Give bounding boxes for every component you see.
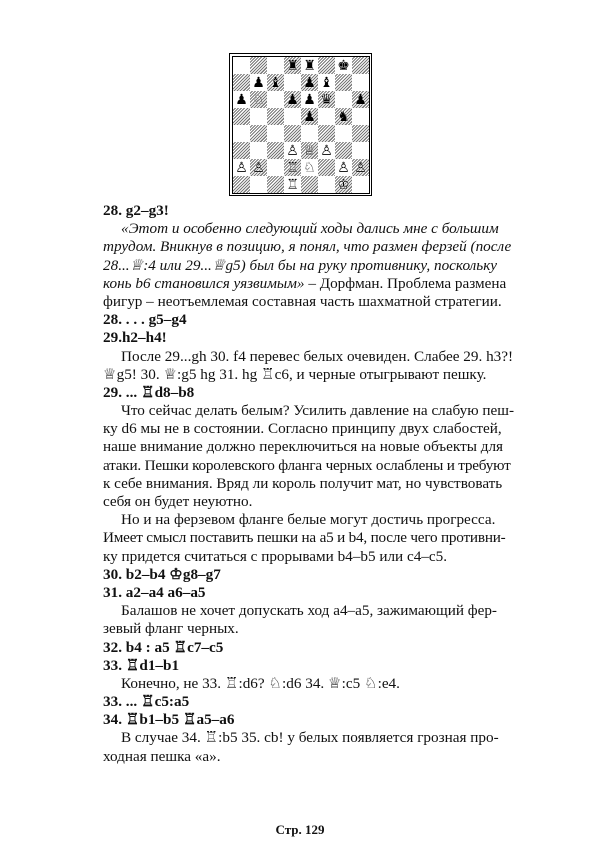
text-line: В случае 34. ♖:b5 35. cb! у белых появляется грозная про- bbox=[121, 729, 499, 747]
board-square bbox=[250, 57, 267, 74]
text-line: Но и на ферзевом фланге белые могут достичь прогресса. bbox=[121, 511, 496, 529]
board-square bbox=[233, 57, 250, 74]
board-square bbox=[301, 142, 318, 159]
board-square bbox=[301, 91, 318, 108]
board-square bbox=[250, 108, 267, 125]
board-square bbox=[335, 74, 352, 91]
board-square bbox=[318, 142, 335, 159]
board-square bbox=[335, 176, 352, 193]
chess-piece: ♘ bbox=[303, 159, 316, 176]
board-square bbox=[318, 108, 335, 125]
chess-piece: ♜ bbox=[286, 57, 299, 74]
chess-piece: ♝ bbox=[269, 74, 282, 91]
board-square bbox=[335, 91, 352, 108]
move-heading: 28. g2–g3! bbox=[103, 202, 169, 219]
chess-piece: ♖ bbox=[286, 159, 299, 176]
board-square bbox=[301, 57, 318, 74]
board-square bbox=[233, 142, 250, 159]
chess-piece: ♟ bbox=[303, 74, 316, 91]
chess-piece: ♙ bbox=[235, 159, 248, 176]
board-square bbox=[284, 91, 301, 108]
board-square bbox=[233, 159, 250, 176]
board-square bbox=[352, 91, 369, 108]
text-line: себя он будет неуютно. bbox=[103, 493, 253, 510]
chess-piece: ♟ bbox=[252, 74, 265, 91]
chess-diagram bbox=[229, 53, 372, 196]
text-line: ♕g5! 30. ♕:g5 hg 31. hg ♖c6, и черные отыгрывают пешку. bbox=[103, 365, 487, 383]
board-square bbox=[335, 159, 352, 176]
board-square bbox=[267, 108, 284, 125]
board-square bbox=[301, 108, 318, 125]
chess-piece: ♙ bbox=[252, 159, 265, 176]
page-number: Стр. 129 bbox=[275, 822, 325, 837]
book-text bbox=[103, 202, 515, 766]
attribution: – Дорфман. Проблема размена bbox=[304, 274, 507, 292]
chess-piece: ♟ bbox=[303, 108, 316, 125]
board-square bbox=[250, 125, 267, 142]
text-line: Балашов не хочет допускать ход а4–а5, зажимающий фер- bbox=[121, 602, 497, 620]
board-square bbox=[267, 57, 284, 74]
chess-piece: ♖ bbox=[286, 176, 299, 193]
move-heading: 31. a2–a4 a6–a5 bbox=[103, 583, 206, 601]
board-square bbox=[318, 176, 335, 193]
board-square bbox=[284, 57, 301, 74]
chess-piece: ♟ bbox=[303, 91, 316, 108]
text-line: ходная пешка «а». bbox=[103, 747, 221, 765]
text-line: фигур – неотъемлемая составная часть шахматной стратегии. bbox=[103, 292, 502, 310]
board-square bbox=[250, 74, 267, 91]
chess-piece: ♟ bbox=[286, 91, 299, 108]
board-square bbox=[267, 125, 284, 142]
board-square bbox=[250, 176, 267, 193]
text-line: 28...♕:4 или 29...♕g5) был бы на руку противнику, поскольку bbox=[103, 256, 498, 274]
text-line: Конечно, не 33. ♖:d6? ♘:d6 34. ♕:c5 ♘:e4. bbox=[121, 674, 400, 692]
board-square bbox=[318, 159, 335, 176]
move-heading: 34. ♖b1–b5 ♖a5–a6 bbox=[103, 711, 235, 729]
chess-piece: ♔ bbox=[337, 176, 350, 193]
board-square bbox=[301, 125, 318, 142]
board-square bbox=[335, 142, 352, 159]
board-square bbox=[352, 176, 369, 193]
board-square bbox=[233, 91, 250, 108]
board-square bbox=[250, 142, 267, 159]
move-heading: 28. . . . g5–g4 bbox=[103, 311, 187, 329]
board-square bbox=[284, 176, 301, 193]
move-heading: 33. ♖d1–b1 bbox=[103, 656, 180, 674]
chess-piece: ♙ bbox=[354, 159, 367, 176]
move-heading: 29. ... ♖d8–b8 bbox=[103, 383, 195, 401]
board-square bbox=[335, 108, 352, 125]
move-heading: 30. b2–b4 ♔g8–g7 bbox=[103, 565, 221, 583]
text-line: атаки. Пешки королевского фланга черных ослаблены и требуют bbox=[103, 456, 511, 474]
move-heading: 29.h2–h4! bbox=[103, 329, 167, 347]
board-square bbox=[318, 125, 335, 142]
board-square bbox=[352, 142, 369, 159]
board-square bbox=[335, 57, 352, 74]
text-line: Имеет смысл поставить пешки на а5 и b4, после чего противни- bbox=[103, 529, 506, 547]
board-square bbox=[318, 91, 335, 108]
board-square bbox=[352, 125, 369, 142]
chess-piece: ♙ bbox=[320, 142, 333, 159]
board-square bbox=[284, 159, 301, 176]
board-square bbox=[267, 142, 284, 159]
chess-piece: ♞ bbox=[337, 108, 350, 125]
quote-end: конь b6 становился уязвимым» bbox=[103, 274, 305, 292]
board-square bbox=[318, 57, 335, 74]
chess-piece: ♟ bbox=[235, 91, 248, 108]
move-heading: 33. ... ♖c5:a5 bbox=[103, 693, 190, 711]
board-square bbox=[352, 108, 369, 125]
chess-piece: ♝ bbox=[320, 74, 333, 91]
board-square bbox=[301, 159, 318, 176]
board-square bbox=[318, 74, 335, 91]
board-square bbox=[267, 74, 284, 91]
board-square bbox=[284, 74, 301, 91]
chess-piece: ♛ bbox=[320, 91, 333, 108]
board-square bbox=[233, 74, 250, 91]
chess-piece: ♕ bbox=[303, 142, 316, 159]
text-line: После 29...gh 30. f4 перевес белых очевиден. Слабее 29. h3?! bbox=[121, 347, 514, 365]
board-square bbox=[233, 176, 250, 193]
text-line: трудом. Вникнув в позицию, я понял, что размен ферзей (после bbox=[103, 238, 512, 256]
chess-piece: ♘ bbox=[252, 91, 265, 108]
text-line: ку d6 мы не в состоянии. Согласно принципу двух слабостей, bbox=[103, 420, 502, 438]
board-square bbox=[267, 176, 284, 193]
board-square bbox=[335, 125, 352, 142]
board-square bbox=[233, 108, 250, 125]
chess-piece: ♜ bbox=[303, 57, 316, 74]
text-line: «Этот и особенно следующий ходы дались мне с большим bbox=[121, 220, 499, 238]
text-line: Что сейчас делать белым? Усилить давление на слабую пеш- bbox=[121, 402, 515, 420]
board-square bbox=[267, 91, 284, 108]
text-line: зевый фланг черных. bbox=[103, 620, 239, 638]
board-square bbox=[284, 142, 301, 159]
board-square bbox=[267, 159, 284, 176]
board-square bbox=[352, 74, 369, 91]
board-square bbox=[301, 176, 318, 193]
board-square bbox=[301, 74, 318, 91]
board-square bbox=[233, 125, 250, 142]
board-square bbox=[352, 57, 369, 74]
move-heading: 32. b4 : a5 ♖c7–c5 bbox=[103, 638, 224, 656]
text-line bbox=[103, 275, 515, 293]
chess-piece: ♟ bbox=[354, 91, 367, 108]
chess-board bbox=[232, 56, 370, 194]
text-line: ку придется считаться с прорывами b4–b5 или c4–c5. bbox=[103, 547, 448, 565]
board-square bbox=[250, 159, 267, 176]
board-square bbox=[352, 159, 369, 176]
board-square bbox=[284, 108, 301, 125]
board-square bbox=[250, 91, 267, 108]
text-line: к себе внимания. Вряд ли король получит мат, но чувствовать bbox=[103, 474, 503, 492]
chess-piece: ♚ bbox=[337, 57, 350, 74]
board-square bbox=[284, 125, 301, 142]
text-line: наше внимание должно переключиться на новые объекты для bbox=[103, 438, 504, 456]
chess-piece: ♙ bbox=[337, 159, 350, 176]
chess-piece: ♙ bbox=[286, 142, 299, 159]
